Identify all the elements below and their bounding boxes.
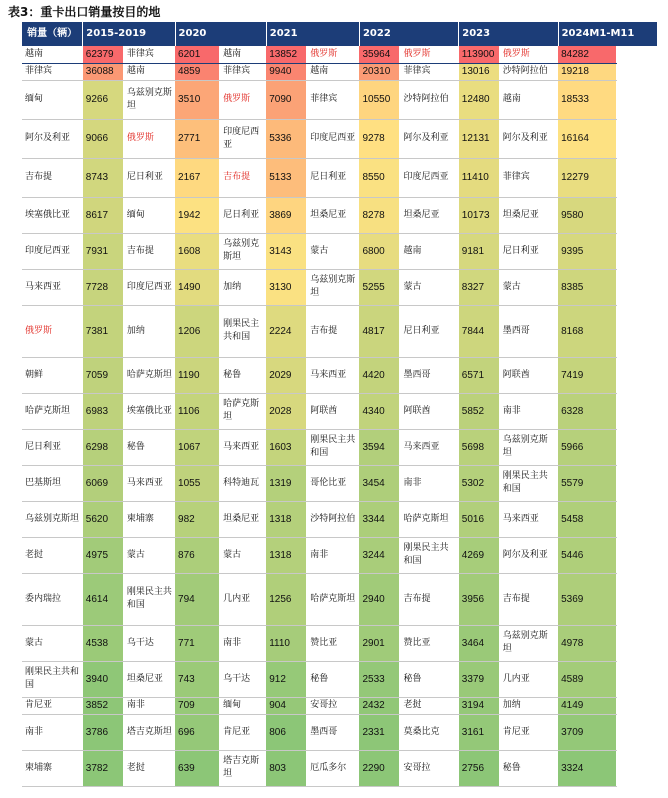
table-body <box>22 46 658 786</box>
sales-volume: 7728 <box>83 269 124 305</box>
destination-name: 俄罗斯 <box>400 46 459 63</box>
destination-name: 马来西亚 <box>499 501 558 537</box>
sales-volume: 5620 <box>83 501 124 537</box>
destination-name: 南非 <box>22 714 83 750</box>
destination-name: 刚果民主共和国 <box>307 429 360 465</box>
destination-name: 越南 <box>220 46 267 63</box>
sales-volume: 8617 <box>83 197 124 233</box>
sales-volume: 6328 <box>558 393 617 429</box>
table-row <box>22 697 658 714</box>
destination-name: 越南 <box>123 63 175 80</box>
destination-name: 老挝 <box>22 537 83 573</box>
sales-volume: 3956 <box>459 573 500 625</box>
destination-name: 沙特阿拉伯 <box>499 63 558 80</box>
sales-volume: 904 <box>266 697 307 714</box>
sales-volume: 3161 <box>459 714 500 750</box>
sales-volume: 6983 <box>83 393 124 429</box>
destination-name: 缅甸 <box>123 197 175 233</box>
table-row <box>22 80 658 119</box>
sales-volume: 12480 <box>459 80 500 119</box>
destination-name: 埃塞俄比亚 <box>123 393 175 429</box>
sales-volume: 5336 <box>266 119 307 158</box>
destination-name: 俄罗斯 <box>22 305 83 357</box>
destination-name: 阿尔及利亚 <box>499 537 558 573</box>
destination-name: 安哥拉 <box>400 750 459 786</box>
destination-name: 塔吉克斯坦 <box>123 714 175 750</box>
destination-name: 菲律宾 <box>499 158 558 197</box>
sales-volume: 3709 <box>558 714 617 750</box>
sales-volume: 8327 <box>459 269 500 305</box>
sales-volume: 4614 <box>83 573 124 625</box>
destination-name: 阿联酋 <box>400 393 459 429</box>
sales-volume: 5579 <box>558 465 617 501</box>
destination-name: 俄罗斯 <box>220 80 267 119</box>
sales-volume: 11410 <box>459 158 500 197</box>
sales-volume: 5369 <box>558 573 617 625</box>
sales-volume: 4340 <box>359 393 400 429</box>
destination-name: 尼日利亚 <box>400 305 459 357</box>
destination-name: 肯尼亚 <box>22 697 83 714</box>
table-row <box>22 357 658 393</box>
sales-volume: 4538 <box>83 625 124 661</box>
sales-volume: 8550 <box>359 158 400 197</box>
sales-volume: 1319 <box>266 465 307 501</box>
destination-name: 南非 <box>220 625 267 661</box>
sales-volume: 6800 <box>359 233 400 269</box>
destination-name: 朝鲜 <box>22 357 83 393</box>
destination-name: 蒙古 <box>307 233 360 269</box>
destination-name: 坦桑尼亚 <box>220 501 267 537</box>
table-row <box>22 537 658 573</box>
destination-name: 越南 <box>499 80 558 119</box>
sales-volume: 1608 <box>175 233 220 269</box>
destination-name: 柬埔寨 <box>123 501 175 537</box>
destination-name: 南非 <box>307 537 360 573</box>
destination-name: 吉布提 <box>307 305 360 357</box>
destination-name: 越南 <box>22 46 83 63</box>
destination-name: 马来西亚 <box>307 357 360 393</box>
sales-volume: 9266 <box>83 80 124 119</box>
sales-volume: 5302 <box>459 465 500 501</box>
sales-volume: 4269 <box>459 537 500 573</box>
sales-volume: 2028 <box>266 393 307 429</box>
sales-volume: 7844 <box>459 305 500 357</box>
sales-volume: 8743 <box>83 158 124 197</box>
sales-volume: 7419 <box>558 357 617 393</box>
destination-name: 尼日利亚 <box>307 158 360 197</box>
destination-name: 埃塞俄比亚 <box>22 197 83 233</box>
destination-name: 秘鲁 <box>400 661 459 697</box>
sales-volume: 2940 <box>359 573 400 625</box>
destination-name: 印度尼西亚 <box>307 119 360 158</box>
destination-name: 乌兹别克斯坦 <box>307 269 360 305</box>
sales-volume: 3130 <box>266 269 307 305</box>
destination-name: 阿尔及利亚 <box>400 119 459 158</box>
sales-volume: 4978 <box>558 625 617 661</box>
sales-volume: 6201 <box>175 46 220 63</box>
destination-name: 墨西哥 <box>400 357 459 393</box>
destination-name: 菲律宾 <box>22 63 83 80</box>
table-row <box>22 63 658 80</box>
destination-name: 莫桑比克 <box>400 714 459 750</box>
destination-name: 马来西亚 <box>400 429 459 465</box>
destination-name: 坦桑尼亚 <box>499 197 558 233</box>
sales-volume: 3869 <box>266 197 307 233</box>
destination-name: 肯尼亚 <box>499 714 558 750</box>
destination-name: 加纳 <box>499 697 558 714</box>
sales-volume: 1318 <box>266 501 307 537</box>
sales-volume: 1256 <box>266 573 307 625</box>
destination-name: 蒙古 <box>22 625 83 661</box>
destination-name: 南非 <box>123 697 175 714</box>
sales-volume: 5458 <box>558 501 617 537</box>
header-period: 2015-2019 <box>83 22 175 46</box>
sales-volume: 62379 <box>83 46 124 63</box>
sales-volume: 35964 <box>359 46 400 63</box>
destination-name: 阿联酋 <box>499 357 558 393</box>
sales-volume: 8385 <box>558 269 617 305</box>
sales-volume: 2224 <box>266 305 307 357</box>
table-row <box>22 661 658 697</box>
destination-name: 墨西哥 <box>499 305 558 357</box>
destination-name: 哈萨克斯坦 <box>220 393 267 429</box>
sales-volume: 794 <box>175 573 220 625</box>
sales-volume: 5016 <box>459 501 500 537</box>
destination-name: 印度尼西亚 <box>220 119 267 158</box>
sales-volume: 1206 <box>175 305 220 357</box>
sales-volume: 806 <box>266 714 307 750</box>
sales-volume: 7381 <box>83 305 124 357</box>
destination-name: 几内亚 <box>220 573 267 625</box>
sales-volume: 113900 <box>459 46 500 63</box>
destination-name: 秘鲁 <box>123 429 175 465</box>
sales-volume: 12131 <box>459 119 500 158</box>
destination-name: 肯尼亚 <box>220 714 267 750</box>
destination-name: 哈萨克斯坦 <box>307 573 360 625</box>
destination-name: 沙特阿拉伯 <box>307 501 360 537</box>
destination-name: 缅甸 <box>220 697 267 714</box>
table-row <box>22 269 658 305</box>
destination-name: 赞比亚 <box>307 625 360 661</box>
destination-name: 刚果民主共和国 <box>123 573 175 625</box>
destination-name: 乌兹别克斯坦 <box>499 625 558 661</box>
destination-name: 尼日利亚 <box>220 197 267 233</box>
destination-name: 吉布提 <box>123 233 175 269</box>
sales-volume: 3594 <box>359 429 400 465</box>
sales-volume: 1490 <box>175 269 220 305</box>
destination-name: 南非 <box>499 393 558 429</box>
header-unit: 销量（辆） <box>22 22 83 46</box>
sales-volume: 3510 <box>175 80 220 119</box>
destination-name: 阿尔及利亚 <box>22 119 83 158</box>
destination-name: 越南 <box>307 63 360 80</box>
sales-volume: 1190 <box>175 357 220 393</box>
destination-name: 马来西亚 <box>220 429 267 465</box>
destination-name: 蒙古 <box>123 537 175 573</box>
destination-name: 老挝 <box>400 697 459 714</box>
sales-volume: 743 <box>175 661 220 697</box>
destination-name: 刚果民主共和国 <box>400 537 459 573</box>
destination-name: 科特迪瓦 <box>220 465 267 501</box>
sales-volume: 1110 <box>266 625 307 661</box>
destination-name: 加纳 <box>220 269 267 305</box>
sales-volume: 2331 <box>359 714 400 750</box>
sales-volume: 3464 <box>459 625 500 661</box>
sales-volume: 2029 <box>266 357 307 393</box>
destination-name: 秘鲁 <box>220 357 267 393</box>
sales-volume: 9940 <box>266 63 307 80</box>
sales-volume: 3244 <box>359 537 400 573</box>
sales-volume: 3324 <box>558 750 617 786</box>
destination-name: 赞比亚 <box>400 625 459 661</box>
destination-name: 乌兹别克斯坦 <box>220 233 267 269</box>
sales-volume: 771 <box>175 625 220 661</box>
destination-name: 刚果民主共和国 <box>22 661 83 697</box>
sales-volume: 84282 <box>558 46 617 63</box>
sales-volume: 9395 <box>558 233 617 269</box>
sales-volume: 9580 <box>558 197 617 233</box>
sales-volume: 3143 <box>266 233 307 269</box>
destination-name: 委内瑞拉 <box>22 573 83 625</box>
destination-name: 尼日利亚 <box>499 233 558 269</box>
sales-volume: 5852 <box>459 393 500 429</box>
destination-name: 吉布提 <box>22 158 83 197</box>
destination-name: 吉布提 <box>400 573 459 625</box>
sales-volume: 10173 <box>459 197 500 233</box>
destination-name: 缅甸 <box>22 80 83 119</box>
header-period: 2021 <box>266 22 359 46</box>
sales-volume: 2432 <box>359 697 400 714</box>
table-row <box>22 750 658 786</box>
destination-name: 坦桑尼亚 <box>307 197 360 233</box>
sales-volume: 2756 <box>459 750 500 786</box>
sales-volume: 16164 <box>558 119 617 158</box>
header-period: 2020 <box>175 22 266 46</box>
destination-name: 马来西亚 <box>123 465 175 501</box>
destination-name: 印度尼西亚 <box>123 269 175 305</box>
destination-name: 吉布提 <box>220 158 267 197</box>
destination-name: 尼日利亚 <box>22 429 83 465</box>
destination-name: 乌兹别克斯坦 <box>499 429 558 465</box>
sales-volume: 1318 <box>266 537 307 573</box>
destination-name: 菲律宾 <box>220 63 267 80</box>
sales-volume: 639 <box>175 750 220 786</box>
sales-volume: 5255 <box>359 269 400 305</box>
table-row <box>22 714 658 750</box>
sales-volume: 13852 <box>266 46 307 63</box>
destination-name: 南非 <box>400 465 459 501</box>
destination-name: 哈萨克斯坦 <box>400 501 459 537</box>
sales-volume: 7931 <box>83 233 124 269</box>
destination-name: 菲律宾 <box>400 63 459 80</box>
sales-volume: 8168 <box>558 305 617 357</box>
sales-volume: 4420 <box>359 357 400 393</box>
sales-volume: 6298 <box>83 429 124 465</box>
sales-volume: 2167 <box>175 158 220 197</box>
sales-volume: 4817 <box>359 305 400 357</box>
table-row <box>22 305 658 357</box>
sales-volume: 4589 <box>558 661 617 697</box>
destination-name: 菲律宾 <box>123 46 175 63</box>
sales-volume: 3344 <box>359 501 400 537</box>
sales-volume: 18533 <box>558 80 617 119</box>
sales-volume: 2533 <box>359 661 400 697</box>
sales-volume: 5698 <box>459 429 500 465</box>
destination-name: 秘鲁 <box>499 750 558 786</box>
sales-volume: 5133 <box>266 158 307 197</box>
destination-name: 哥伦比亚 <box>307 465 360 501</box>
destination-name: 坦桑尼亚 <box>123 661 175 697</box>
sales-volume: 3782 <box>83 750 124 786</box>
destination-name: 菲律宾 <box>307 80 360 119</box>
destination-name: 巴基斯坦 <box>22 465 83 501</box>
sales-volume: 3194 <box>459 697 500 714</box>
sales-volume: 7090 <box>266 80 307 119</box>
sales-volume: 6069 <box>83 465 124 501</box>
destination-name: 墨西哥 <box>307 714 360 750</box>
sales-volume: 19218 <box>558 63 617 80</box>
destination-name: 塔吉克斯坦 <box>220 750 267 786</box>
destination-name: 印度尼西亚 <box>400 158 459 197</box>
sales-volume: 1106 <box>175 393 220 429</box>
destination-name: 越南 <box>400 233 459 269</box>
header-period: 2024M1-M11 <box>558 22 657 46</box>
sales-volume: 20310 <box>359 63 400 80</box>
destination-name: 蒙古 <box>400 269 459 305</box>
sales-volume: 709 <box>175 697 220 714</box>
destination-name: 印度尼西亚 <box>22 233 83 269</box>
sales-volume: 36088 <box>83 63 124 80</box>
header-period: 2023 <box>459 22 558 46</box>
table-title: 表3：重卡出口销量按目的地 <box>8 5 161 19</box>
destination-name: 安哥拉 <box>307 697 360 714</box>
destination-name: 阿联酋 <box>307 393 360 429</box>
destination-name: 乌兹别克斯坦 <box>123 80 175 119</box>
table-row <box>22 158 658 197</box>
sales-volume: 13016 <box>459 63 500 80</box>
sales-volume: 876 <box>175 537 220 573</box>
sales-volume: 4975 <box>83 537 124 573</box>
table-row <box>22 119 658 158</box>
table-row <box>22 197 658 233</box>
sales-volume: 9066 <box>83 119 124 158</box>
destination-name: 蒙古 <box>499 269 558 305</box>
destination-name: 尼日利亚 <box>123 158 175 197</box>
sales-volume: 4859 <box>175 63 220 80</box>
table-row <box>22 465 658 501</box>
destination-name: 沙特阿拉伯 <box>400 80 459 119</box>
sales-volume: 1942 <box>175 197 220 233</box>
table-row <box>22 625 658 661</box>
destination-name: 老挝 <box>123 750 175 786</box>
destination-name: 阿尔及利亚 <box>499 119 558 158</box>
destination-name: 俄罗斯 <box>499 46 558 63</box>
sales-volume: 4149 <box>558 697 617 714</box>
sales-volume: 2290 <box>359 750 400 786</box>
destination-name: 乌干达 <box>220 661 267 697</box>
sales-volume: 1067 <box>175 429 220 465</box>
sales-volume: 3852 <box>83 697 124 714</box>
sales-volume: 3940 <box>83 661 124 697</box>
sales-volume: 9278 <box>359 119 400 158</box>
destination-name: 俄罗斯 <box>307 46 360 63</box>
destination-name: 乌兹别克斯坦 <box>22 501 83 537</box>
sales-volume: 10550 <box>359 80 400 119</box>
sales-volume: 12279 <box>558 158 617 197</box>
export-destination-table <box>22 22 658 787</box>
sales-volume: 1603 <box>266 429 307 465</box>
destination-name: 吉布提 <box>499 573 558 625</box>
sales-volume: 8278 <box>359 197 400 233</box>
destination-name: 刚果民主共和国 <box>220 305 267 357</box>
sales-volume: 6571 <box>459 357 500 393</box>
table-row <box>22 501 658 537</box>
sales-volume: 7059 <box>83 357 124 393</box>
sales-volume: 803 <box>266 750 307 786</box>
sales-volume: 2901 <box>359 625 400 661</box>
destination-name: 马来西亚 <box>22 269 83 305</box>
sales-volume: 2771 <box>175 119 220 158</box>
destination-name: 俄罗斯 <box>123 119 175 158</box>
table-row <box>22 393 658 429</box>
header-row <box>22 22 658 46</box>
destination-name: 秘鲁 <box>307 661 360 697</box>
sales-volume: 1055 <box>175 465 220 501</box>
table-row <box>22 233 658 269</box>
sales-volume: 3379 <box>459 661 500 697</box>
destination-name: 加纳 <box>123 305 175 357</box>
sales-volume: 9181 <box>459 233 500 269</box>
sales-volume: 3454 <box>359 465 400 501</box>
header-period: 2022 <box>359 22 458 46</box>
destination-name: 哈萨克斯坦 <box>123 357 175 393</box>
destination-name: 哈萨克斯坦 <box>22 393 83 429</box>
table-row <box>22 573 658 625</box>
sales-volume: 912 <box>266 661 307 697</box>
destination-name: 几内亚 <box>499 661 558 697</box>
destination-name: 乌干达 <box>123 625 175 661</box>
sales-volume: 696 <box>175 714 220 750</box>
destination-name: 坦桑尼亚 <box>400 197 459 233</box>
destination-name: 厄瓜多尔 <box>307 750 360 786</box>
destination-name: 柬埔寨 <box>22 750 83 786</box>
sales-volume: 5966 <box>558 429 617 465</box>
sales-volume: 3786 <box>83 714 124 750</box>
sales-volume: 5446 <box>558 537 617 573</box>
sales-volume: 982 <box>175 501 220 537</box>
destination-name: 蒙古 <box>220 537 267 573</box>
destination-name: 刚果民主共和国 <box>499 465 558 501</box>
table-row <box>22 429 658 465</box>
table-row <box>22 46 658 63</box>
